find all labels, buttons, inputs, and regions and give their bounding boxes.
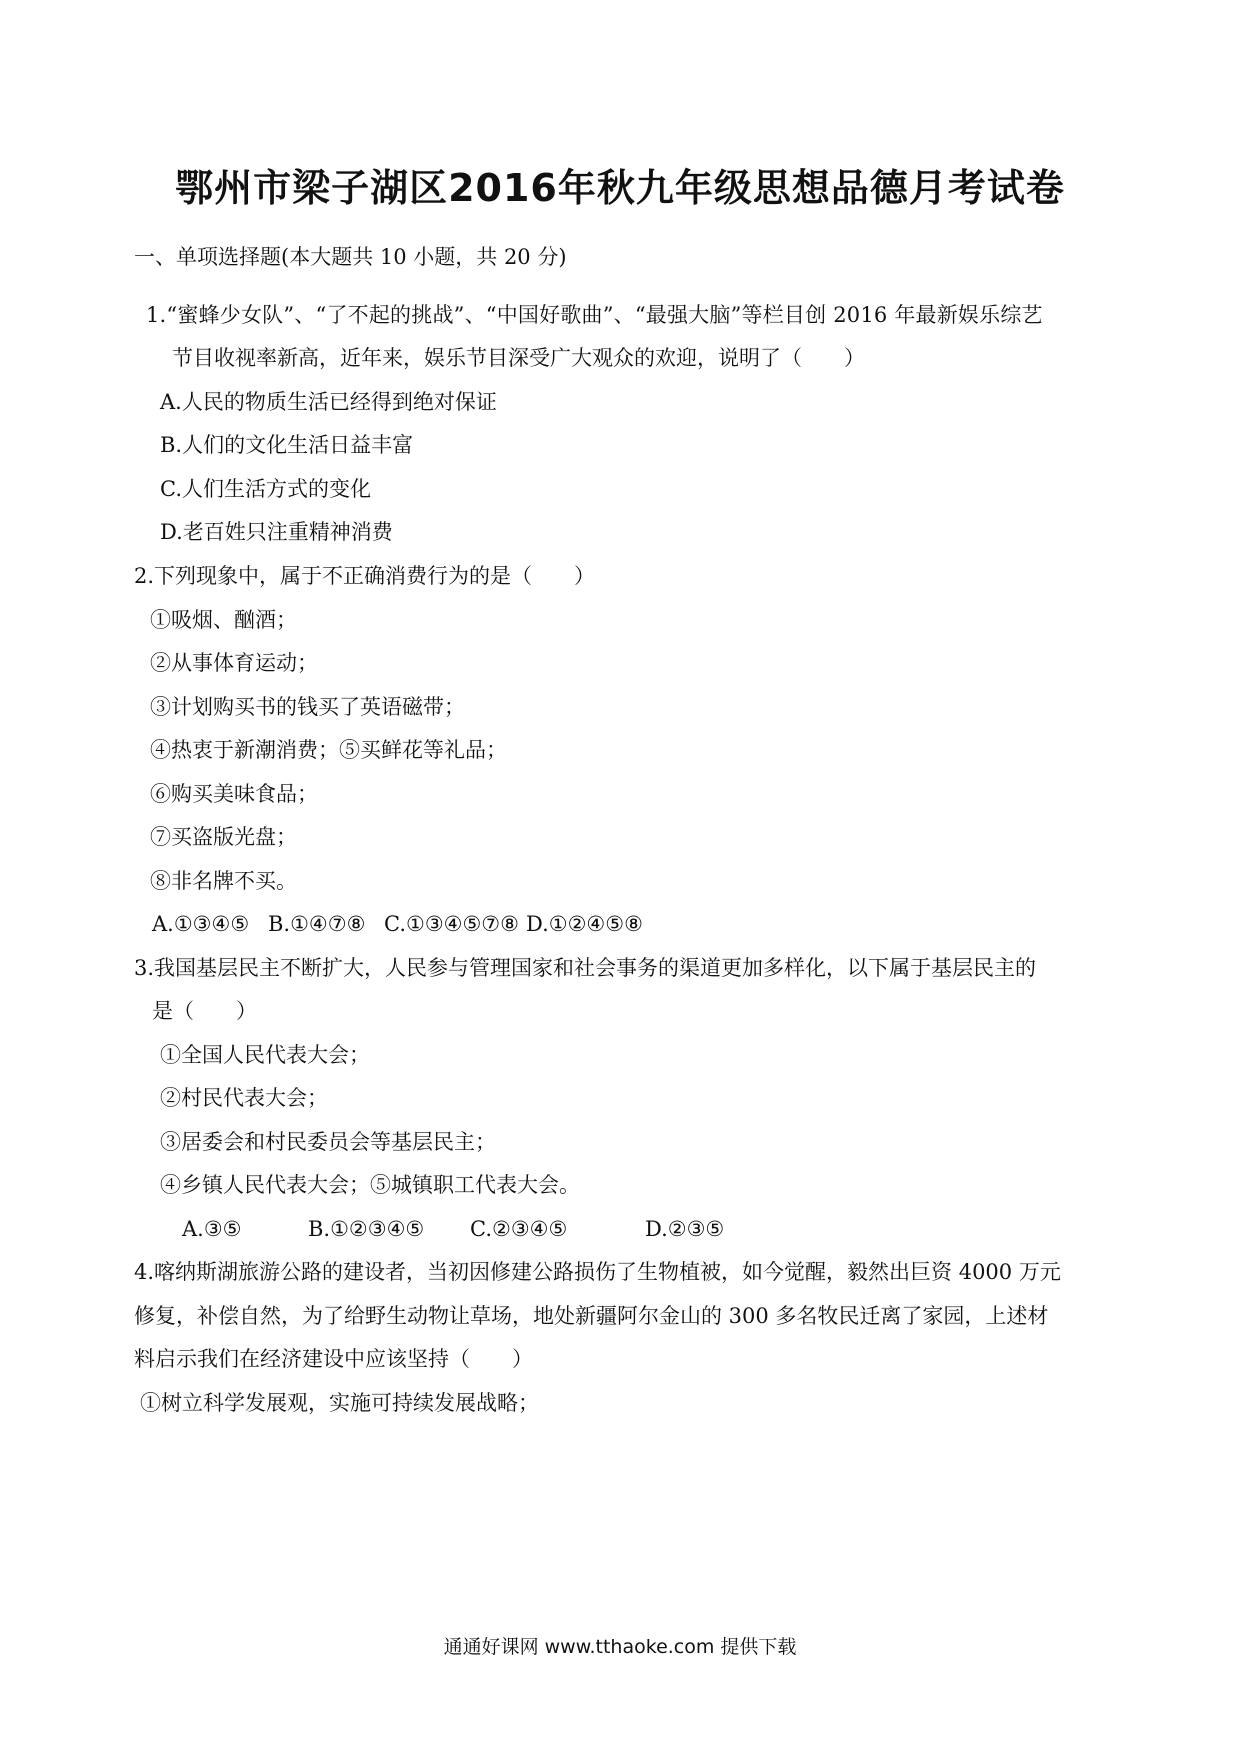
q3-item-2: ②村民代表大会； (160, 1086, 328, 1110)
q3-stem-line2: 是（ ） (152, 999, 257, 1023)
q2-option-b: B.①④⑦⑧ (268, 912, 366, 936)
q2-stem: 2.下列现象中，属于不正确消费行为的是（ ） (134, 564, 596, 588)
q4-item-1: ①树立科学发展观，实施可持续发展战略； (140, 1391, 539, 1415)
q2-item-4: ④热衷于新潮消费；⑤买鲜花等礼品； (150, 738, 507, 762)
q3-option-a: A.③⑤ (182, 1217, 242, 1241)
q2-item-5: ⑥购买美味食品； (150, 782, 318, 806)
q4-stem-line3: 料启示我们在经济建设中应该坚持（ ） (134, 1347, 533, 1371)
q3-option-d: D.②③⑤ (645, 1217, 725, 1241)
q3-item-4: ④乡镇人民代表大会；⑤城镇职工代表大会。 (160, 1173, 580, 1197)
q1-option-c: C.人们生活方式的变化 (160, 477, 371, 501)
q3-item-3: ③居委会和村民委员会等基层民主； (160, 1130, 496, 1154)
q1-stem-line2: 节目收视率新高，近年来，娱乐节目深受广大观众的欢迎，说明了（ ） (172, 346, 865, 370)
q2-item-6: ⑦买盗版光盘； (150, 825, 297, 849)
page-title: 鄂州市梁子湖区2016年秋九年级思想品德月考试卷 (175, 166, 1065, 210)
q3-item-1: ①全国人民代表大会； (160, 1043, 370, 1067)
footer-download-note: 通通好课网 www.tthaoke.com 提供下载 (443, 1636, 797, 1658)
q3-option-b: B.①②③④⑤ (308, 1217, 425, 1241)
q2-option-a: A.①③④⑤ (152, 912, 250, 936)
q4-stem-line1: 4.喀纳斯湖旅游公路的建设者，当初因修建公路损伤了生物植被，如今觉醒，毅然出巨资 4000 万元 (134, 1260, 1061, 1284)
q2-item-3: ③计划购买书的钱买了英语磁带； (150, 695, 465, 719)
q2-options (152, 910, 643, 938)
q1-option-b: B.人们的文化生活日益丰富 (160, 433, 414, 457)
q2-option-c: C.①③④⑤⑦⑧ (384, 912, 519, 936)
q4-stem-line2: 修复，补偿自然，为了给野生动物让草场，地处新疆阿尔金山的 300 多名牧民迁离了家园，上述材 (134, 1304, 1049, 1328)
q1-stem-line1: 1.“蜜蜂少女队”、“了不起的挑战”、“中国好歌曲”、“最强大脑”等栏目创 2016 年最新娱乐综艺 (146, 303, 1043, 327)
section-heading: 一、单项选择题(本大题共 10 小题，共 20 分) (134, 245, 567, 269)
q1-option-a: A.人民的物质生活已经得到绝对保证 (160, 390, 497, 414)
q3-options (182, 1215, 724, 1243)
q3-stem-line1: 3.我国基层民主不断扩大，人民参与管理国家和社会事务的渠道更加多样化，以下属于基层民主的 (134, 956, 1037, 980)
q2-option-d: D.①②④⑤⑧ (526, 912, 643, 936)
q2-item-1: ①吸烟、酗酒； (150, 608, 297, 632)
q1-option-d: D.老百姓只注重精神消费 (160, 520, 393, 544)
q2-item-2: ②从事体育运动； (150, 651, 318, 675)
q3-option-c: C.②③④⑤ (470, 1217, 568, 1241)
q2-item-7: ⑧非名牌不买。 (150, 869, 297, 893)
